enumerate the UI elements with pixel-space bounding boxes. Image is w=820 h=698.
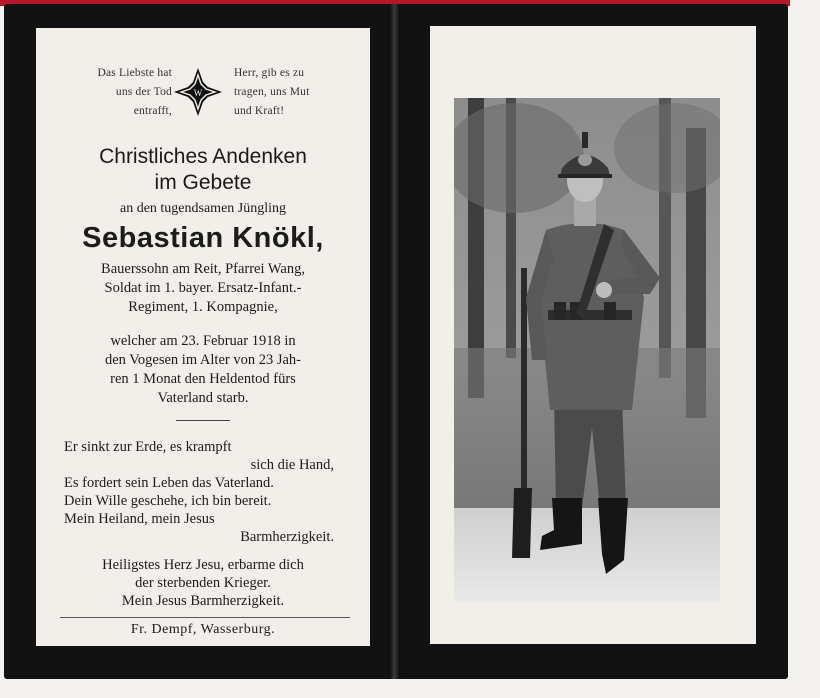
soldier-portrait-image (454, 98, 720, 602)
divider (176, 420, 230, 421)
death-line: den Vogesen im Alter von 23 Jah- (105, 352, 301, 368)
death-line: Vaterland starb. (157, 390, 249, 406)
motto-right-line: und Kraft! (234, 105, 285, 117)
death-line: ren 1 Monat den Heldentod fürs (110, 371, 296, 387)
verse-line: Mein Heiland, mein Jesus (64, 511, 215, 527)
printer-imprint: Fr. Dempf, Wasserburg. (130, 622, 276, 637)
motto-right-line: tragen, uns Mut (234, 86, 310, 98)
svg-text:W: W (193, 88, 203, 98)
memorial-text-panel (36, 28, 370, 646)
fold-crease (389, 4, 400, 679)
detail-line: Regiment, 1. Kompagnie, (128, 299, 278, 315)
verse-line: Dein Wille geschehe, ich bin bereit. (64, 493, 272, 509)
motto-left-line: Das Liebste hat (97, 67, 172, 79)
verse-line: Er sinkt zur Erde, es krampft (64, 439, 232, 455)
motto-left (62, 64, 172, 121)
motto-right (234, 64, 344, 121)
verse-line: Barmherzigkeit. (240, 529, 334, 545)
motto-left-line: uns der Tod (115, 86, 172, 98)
dedication: an den tugendsamen Jüngling (119, 201, 287, 216)
deceased-name: Sebastian Knökl, (82, 222, 324, 254)
title-line-2: im Gebete (154, 171, 252, 194)
motto-right-line: Herr, gib es zu (234, 67, 305, 79)
verse-2-line: Mein Jesus Barmherzigkeit. (121, 593, 285, 609)
iron-cross-icon (170, 64, 226, 120)
death-line: welcher am 23. Februar 1918 in (110, 333, 296, 349)
verse-1 (64, 438, 334, 546)
title-line-1: Christliches Andenken (99, 145, 307, 168)
motto-left-line: entrafft, (133, 105, 172, 117)
verse-line: sich die Hand, (250, 457, 334, 473)
verse-2-line: der sterbenden Krieger. (135, 575, 271, 591)
verse-2-line: Heiligstes Herz Jesu, erbarme dich (102, 557, 304, 573)
footer-rule (60, 617, 350, 618)
detail-line: Soldat im 1. bayer. Ersatz-Infant.- (104, 280, 302, 296)
verse-line: Es fordert sein Leben das Vaterland. (64, 475, 274, 491)
detail-line: Bauerssohn am Reit, Pfarrei Wang, (101, 261, 305, 277)
soldier-portrait-photo (454, 98, 720, 602)
